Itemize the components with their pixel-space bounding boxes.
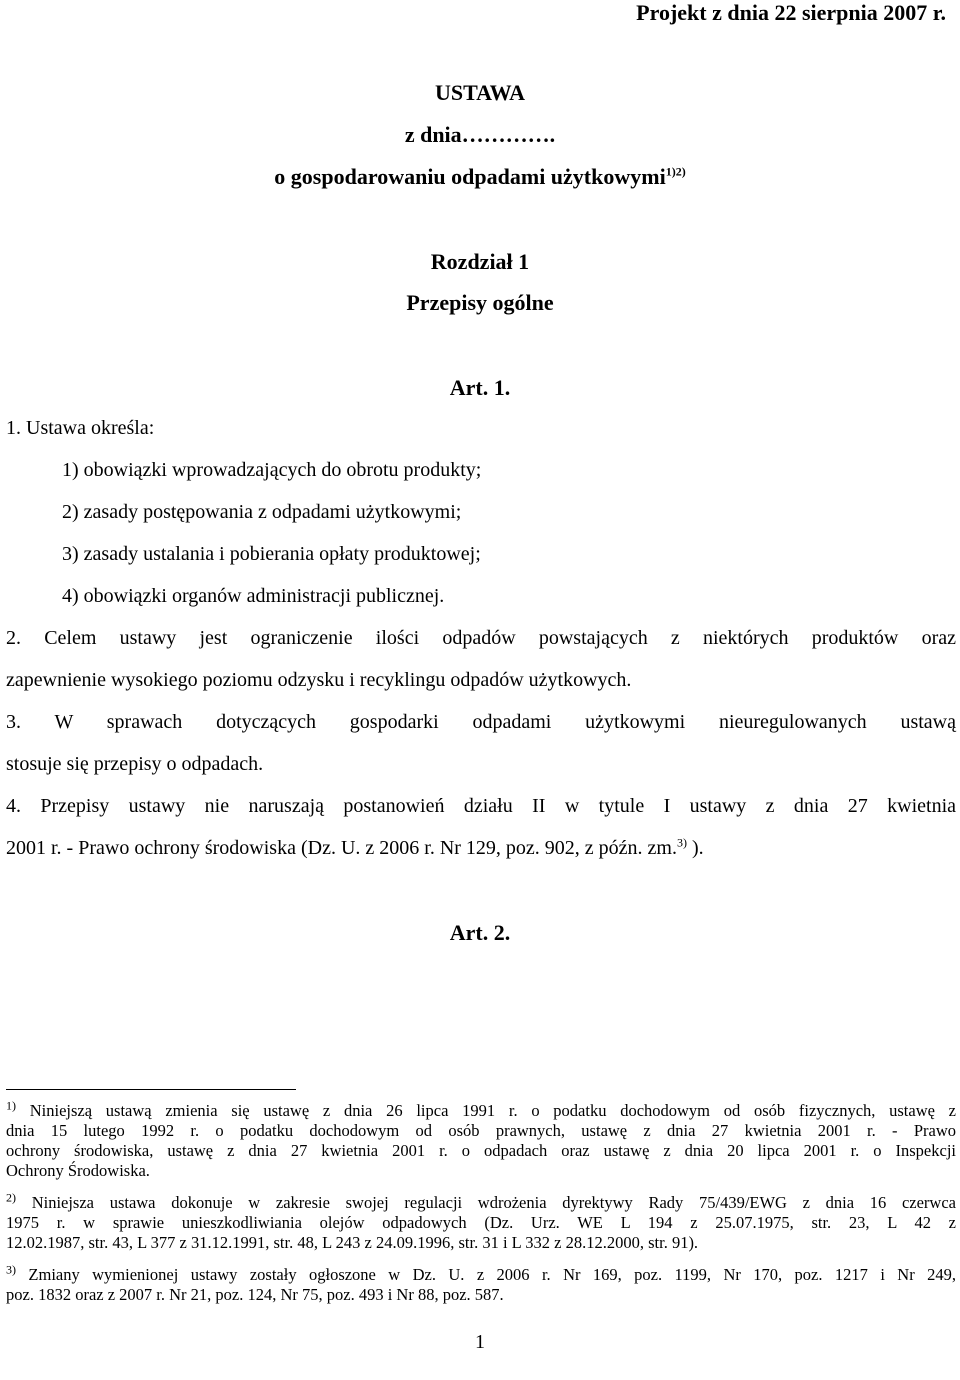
footnote-3-mark: 3)	[6, 1262, 16, 1277]
footnote-1-line: dnia 15 lutego 1992 r. o podatku dochodowym od osób prawnych, ustawę z dnia 27 kwietnia 2001 r. - Prawo	[6, 1121, 956, 1140]
article-1-paragraph-3-line-2: stosuje się przepisy o odpadach.	[6, 753, 264, 775]
article-1-paragraph-2-line-2: zapewnienie wysokiego poziomu odzysku i recyklingu odpadów użytkowych.	[6, 669, 632, 691]
footnote-2-line: 12.02.1987, str. 43, L 377 z 31.12.1991, str. 48, L 243 z 24.09.1996, str. 31 i L 332 z 28.12.2000, str. 91).	[6, 1233, 699, 1252]
footnote-1-line: Ochrony Środowiska.	[6, 1161, 150, 1180]
paragraph-4-text: 2001 r. - Prawo ochrony środowiska (Dz. U. z 2006 r. Nr 129, poz. 902, z późn. zm.	[6, 837, 677, 859]
article-1-paragraph-4-line-1: 4. Przepisy ustawy nie naruszają postanowień działu II w tytule I ustawy z dnia 27 kwietnia	[6, 795, 956, 817]
footnote-1	[6, 1098, 956, 1181]
chapter-number: Rozdział 1	[430, 249, 530, 274]
page-number: 1	[475, 1331, 485, 1353]
article-1-item-2: 2) zasady postępowania z odpadami użytkowymi;	[62, 501, 462, 523]
draft-date-note: Projekt z dnia 22 sierpnia 2007 r.	[636, 0, 946, 25]
footnote-1-mark: 1)	[6, 1098, 16, 1113]
act-subject-text: o gospodarowaniu odpadami użytkowymi	[274, 164, 666, 189]
paragraph-4-closing: ).	[687, 837, 704, 859]
footnote-3-line: $^{3)}$ Zmiany wymienionej ustawy zostały ogłoszone w Dz. U. z 2006 r. Nr 169, poz. 1199, Nr 170, poz. 1217 i Nr 249,	[6, 1262, 956, 1284]
article-1-paragraph-3-line-1: 3. W sprawach dotyczących gospodarki odpadami użytkowymi nieuregulowanych ustawą	[6, 711, 956, 733]
article-1-paragraph-4-line-2	[6, 836, 704, 860]
article-1-item-4: 4) obowiązki organów administracji publicznej.	[62, 585, 445, 607]
footnote-3-line: poz. 1832 oraz z 2007 r. Nr 21, poz. 124, Nr 75, poz. 493 i Nr 88, poz. 587.	[6, 1285, 504, 1304]
footnote-ref-3: 3)	[677, 835, 687, 850]
article-1-paragraph-2-line-1: 2. Celem ustawy jest ograniczenie ilości odpadów powstających z niektórych produktów oraz	[6, 627, 956, 649]
act-date-line: z dnia………….	[404, 122, 556, 147]
article-1-paragraph-1-intro: 1. Ustawa określa:	[6, 417, 155, 439]
subject-footnote-refs: 1)2)	[665, 164, 686, 179]
act-subject	[0, 164, 960, 190]
footnote-2-mark: 2)	[6, 1190, 16, 1205]
article-2-heading: Art. 2.	[449, 920, 511, 945]
article-1-heading: Art. 1.	[449, 375, 511, 400]
chapter-name: Przepisy ogólne	[406, 290, 554, 315]
article-1-item-3: 3) zasady ustalania i pobierania opłaty produktowej;	[62, 543, 481, 565]
footnote-1-line: ochrony środowiska, ustawę z dnia 27 kwietnia 2001 r. o odpadach oraz ustawę z dnia 20 lipca 2001 r. o Inspekcji	[6, 1141, 956, 1160]
footnote-3	[6, 1262, 956, 1305]
footnote-2	[6, 1190, 956, 1253]
footnote-separator	[6, 1089, 296, 1090]
act-type-title: USTAWA	[434, 80, 526, 105]
footnote-2-line: $^{2)}$ Niniejsza ustawa dokonuje w zakresie swojej regulacji wdrożenia dyrektywy Rady 75/439/EWG z dnia 16 czerwca	[6, 1190, 956, 1212]
footnote-2-line: 1975 r. w sprawie unieszkodliwiania olejów odpadowych (Dz. Urz. WE L 194 z 25.07.1975, str. 23, L 42 z	[6, 1213, 956, 1232]
footnote-1-line: $^{1)}$ Niniejszą ustawą zmienia się ustawę z dnia 26 lipca 1991 r. o podatku dochodowym od osób fizycznych, ustawę z	[6, 1098, 956, 1120]
article-1-item-1: 1) obowiązki wprowadzających do obrotu produkty;	[62, 459, 482, 481]
